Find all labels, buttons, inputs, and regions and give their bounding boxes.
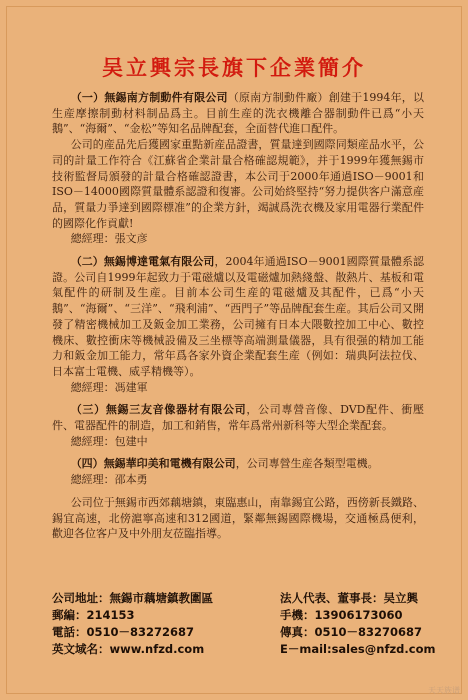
section-4-number: （四） <box>70 457 104 471</box>
section-4-text: ，公司專營生産各類型電機。 <box>235 457 379 471</box>
contact-address: 公司地址：無錫市藕塘鎮教圍區 <box>52 591 213 605</box>
company-intro-body <box>52 90 424 542</box>
section-3 <box>52 402 424 449</box>
section-1-manager: 總經理：張文彦 <box>70 232 148 246</box>
contact-domain-link[interactable]: 英文域名：www.nfzd.com <box>52 642 205 656</box>
section-1-text: （原南方制動件廠）創建于1994年，以生産摩擦制動材料制品爲主。目前生産的洗衣機離合器制動件已爲“小天鵝”、“海爾”、“金松”等知名品牌配套，全面替代進口配件。 <box>52 91 425 136</box>
section-2-number: （二） <box>70 255 104 269</box>
section-3-manager: 總經理：包建中 <box>70 434 148 448</box>
section-1 <box>52 90 424 247</box>
contact-postcode: 郵編：214153 <box>52 608 135 622</box>
section-1-company-name: 無錫南方制動件有限公司 <box>104 91 228 104</box>
watermark-logo: 天天族谱 <box>428 686 460 695</box>
section-4-company-name: 無錫華印美和電機有限公司 <box>103 457 236 471</box>
contact-email-link[interactable]: E－mail:sales@nfzd.com <box>280 642 436 656</box>
section-1-number: （一） <box>70 91 105 104</box>
section-2-text: ，2004年通過ISO－9001國際質量體系認證。公司自1999年起致力于電磁爐以及電磁爐加熱綫盤、散熱片、基板和電氣配件的研制及生産。目前本公司生産的電磁爐及其配件，已爲“小天鵝”、“海爾”、“三洋”、“飛利浦”、“西門子”等品牌配套生産。其后公司又開發了精密機械加工及鈑金加工業務，公司擁有日本大隈數控加工中心、數控機床、數控衝床等機械設備及三坐標等高端測量儀器，具有很强的精加工能力和鈑金加工能力，常年爲各家外資企業配套生産（例如：瑞典阿法拉伐、日本富士電機、威孚精機等）。 <box>52 255 425 378</box>
location-text: 公司位于無錫市西郊藕塘鎮，東臨惠山，南靠錫宜公路，西傍新長鐵路、錫宜高速，北傍滬寧高速和312國道，緊鄰無錫國際機場，交通極爲便利，歡迎各位客户及中外朋友莅臨指導。 <box>52 495 424 541</box>
contact-fax: 傳真：0510－83270687 <box>280 625 423 639</box>
contact-legal-rep: 法人代表、董事長：吴立興 <box>280 591 418 605</box>
section-2-company-name: 無錫博達電氣有限公司 <box>103 255 215 269</box>
contact-mobile: 手機：13906173060 <box>280 608 403 622</box>
section-4-manager: 總經理：邵本勇 <box>70 473 148 487</box>
section-2 <box>52 254 424 395</box>
page-title: 吴立興宗長旗下企業簡介 <box>102 56 366 80</box>
section-3-number: （三） <box>70 403 106 417</box>
contact-block <box>52 590 438 658</box>
section-3-company-name: 無錫三友音像器材有限公司 <box>105 403 247 417</box>
location-section <box>52 495 424 542</box>
section-1-paragraph-2: 公司的産品先后獲國家重點新産品證書，質量達到國際同類産品水平，公司的計量工作符合《江蘇省企業計量合格確認規範》，并于1999年獲無錫市技術監督局頒發的計量合格確認證書，本公司于2000年通過ISO－9001和ISO－14000國際質量體系認證和復審。公司始終堅持“努力提供客户滿意産品，質量力爭達到國際標准”的企業方針，竭誠爲洗衣機及家用電器行業配件的國際化作貢獻! <box>52 138 424 230</box>
contact-phone: 電話：0510－83272687 <box>52 625 195 639</box>
section-3-text: ，公司專營音像、DVD配件、衝壓件、電器配件的制造，加工和銷售，常年爲常州新科等大型企業配套。 <box>52 403 425 433</box>
section-2-manager: 總經理：馮建軍 <box>70 380 148 394</box>
section-4 <box>52 456 424 487</box>
